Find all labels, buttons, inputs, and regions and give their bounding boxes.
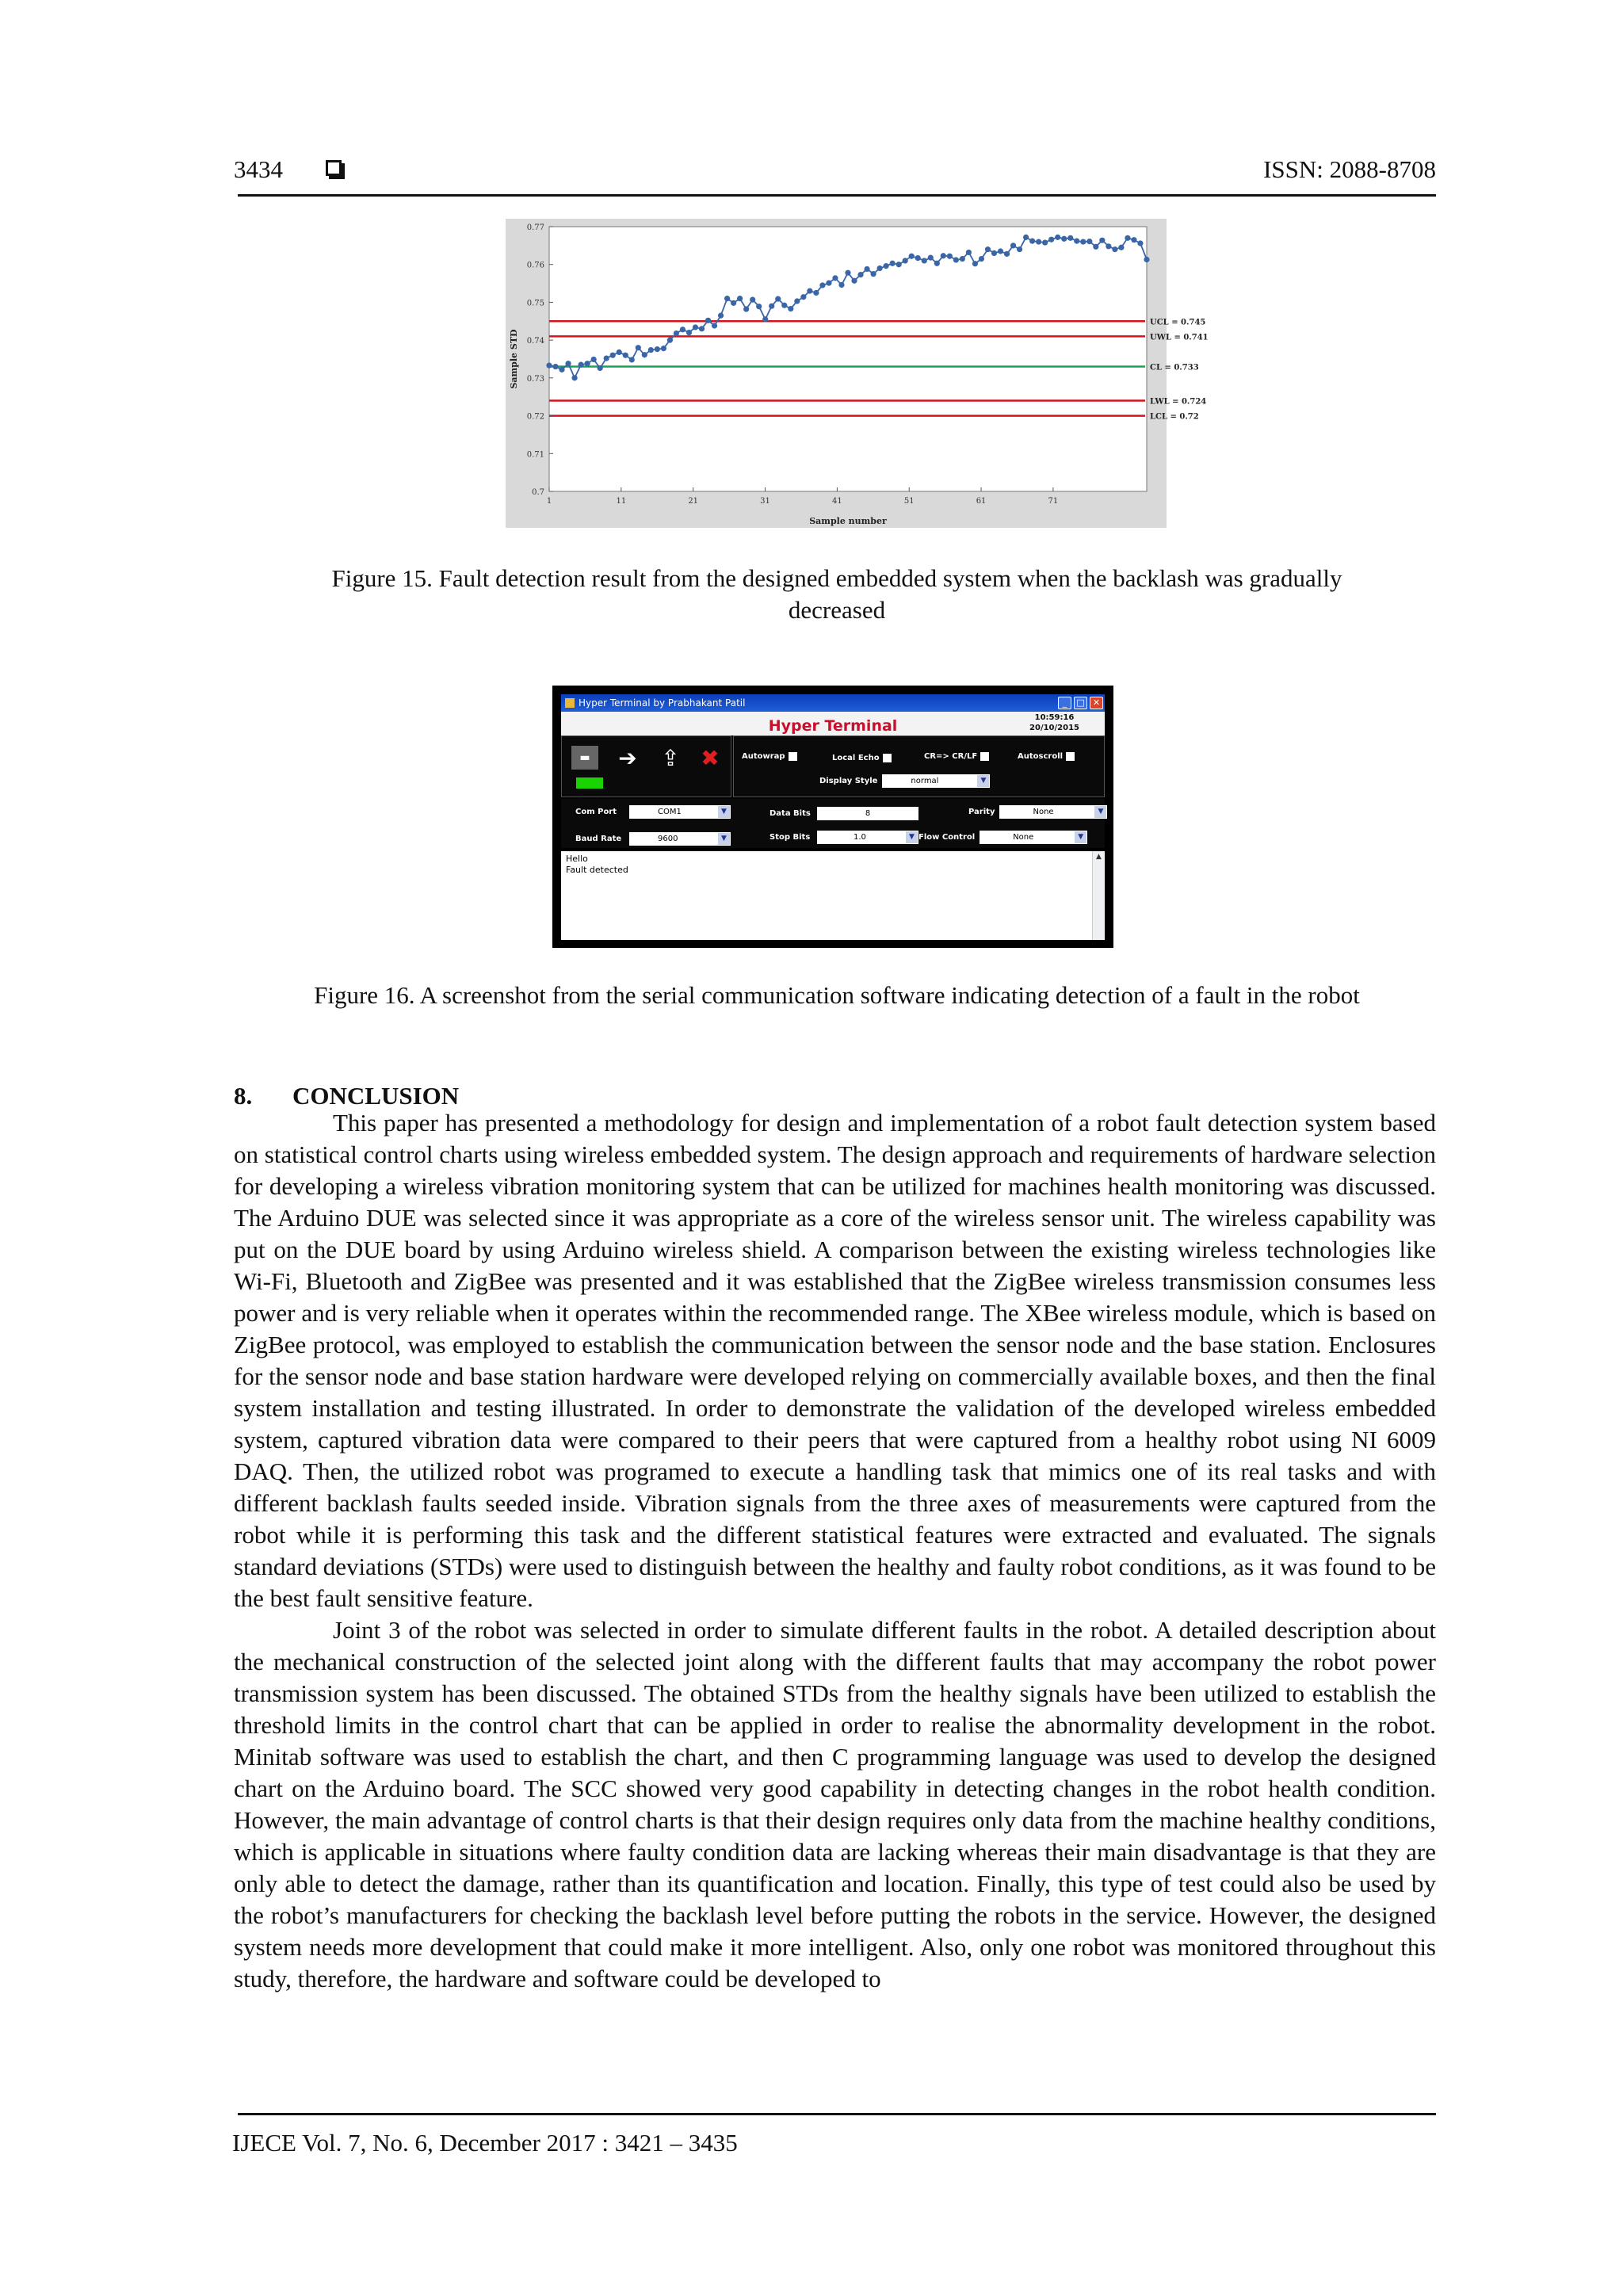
status-led xyxy=(576,777,603,789)
data-point xyxy=(934,261,940,266)
flow-control-label: Flow Control xyxy=(918,833,976,842)
data-point xyxy=(565,361,571,366)
data-point xyxy=(794,298,800,304)
control-limit-label: LCL = 0.72 xyxy=(1150,412,1199,422)
terminal-output[interactable] xyxy=(561,851,1105,940)
app-icon xyxy=(565,698,575,708)
page-footer: IJECE Vol. 7, No. 6, December 2017 : 3421 – 3435 xyxy=(232,2129,738,2157)
local-echo-checkbox[interactable] xyxy=(832,754,892,762)
chevron-down-icon: ▼ xyxy=(977,775,989,787)
parity-label: Parity xyxy=(968,808,995,816)
output-line: Hello xyxy=(566,854,588,864)
app-header xyxy=(561,712,1105,735)
display-style xyxy=(819,774,990,788)
data-point xyxy=(667,338,673,343)
data-point xyxy=(769,304,774,309)
box-icon xyxy=(326,160,342,176)
data-point xyxy=(1048,237,1054,243)
data-point xyxy=(991,250,997,256)
window-title: Hyper Terminal by Prabhakant Patil xyxy=(579,697,746,709)
x-tick-label: 61 xyxy=(976,497,987,506)
data-point xyxy=(661,346,666,351)
autowrap-checkbox[interactable] xyxy=(742,752,797,761)
control-limit-label: UCL = 0.745 xyxy=(1150,318,1206,327)
autoscroll-checkbox[interactable] xyxy=(1018,752,1075,761)
com-port-select[interactable] xyxy=(629,805,731,819)
x-tick-label: 21 xyxy=(688,497,699,506)
header-rule xyxy=(238,194,1436,197)
paragraph: Joint 3 of the robot was selected in order to simulate different faults in the robot. A detailed description about the mechanical construction of the selected joint along with the different faults that may accompany the robot power transmission system has been discussed. The obtained STDs from the healthy signals have been utilized to establish the threshold limits in the control chart that can be applied in order to realise the abnormality development in the robot. Minitab software was used to establish the chart, and then C programming language was used to develop the designed chart on the Arduino board. The SCC showed very good capability in detecting changes in the robot health condition. However, the main advantage of control charts is that their design requires only data from the machine healthy conditions, which is applicable in situations where faulty condition data are lacking whereas their main disadvantage is that they are only able to detect the damage, rather than its quantification and location. Finally, this type of test could also be used by the robot’s manufacturers for checking the backlash level before putting the robots in the service. However, the designed system needs more development that could make it more intelligent. Also, only one robot was monitored throughout this study, therefore, the hardware and software could be developed to xyxy=(234,1616,1436,1992)
minimize-icon[interactable]: _ xyxy=(1058,697,1071,709)
clock xyxy=(1029,712,1079,733)
com-port-value: COM1 xyxy=(658,808,682,816)
figure15-caption xyxy=(238,563,1436,626)
chevron-down-icon: ▼ xyxy=(1075,831,1086,843)
data-point xyxy=(1144,257,1149,262)
data-point xyxy=(807,288,812,294)
data-point xyxy=(947,254,953,259)
baud-rate-value: 9600 xyxy=(658,835,678,843)
data-point xyxy=(813,290,819,296)
com-port-label: Com Port xyxy=(575,808,617,816)
connect-arrow-icon[interactable]: ➔ xyxy=(618,744,637,771)
flow-control-select[interactable] xyxy=(980,831,1087,844)
y-tick-label: 0.71 xyxy=(526,450,544,460)
data-point xyxy=(585,361,590,366)
data-point xyxy=(1086,239,1092,244)
section-title: CONCLUSION xyxy=(292,1082,460,1110)
data-point xyxy=(559,367,564,372)
data-point xyxy=(1042,239,1048,245)
figure16-caption: Figure 16. A screenshot from the serial communication software indicating detection of a fault in the robot xyxy=(314,981,1360,1009)
x-tick-label: 51 xyxy=(903,497,915,506)
flow-control-row xyxy=(918,831,1087,844)
toolbar xyxy=(561,735,731,797)
clock-time: 10:59:16 xyxy=(1034,713,1075,722)
figure15-caption-line1: Figure 15. Fault detection result from the designed embedded system when the backlash was gradually xyxy=(331,564,1342,592)
data-point xyxy=(953,257,959,262)
data-point xyxy=(724,296,730,301)
baud-rate-label: Baud Rate xyxy=(575,835,622,843)
close-red-icon[interactable]: ✖ xyxy=(701,744,720,771)
page-number: 3434 xyxy=(234,155,283,183)
data-point xyxy=(838,282,844,288)
data-point xyxy=(826,280,831,285)
data-point xyxy=(1099,238,1105,243)
data-point xyxy=(571,375,577,380)
data-point xyxy=(1017,246,1022,252)
data-point xyxy=(610,353,616,358)
data-point xyxy=(979,256,984,262)
options-panel xyxy=(733,735,1105,797)
chevron-up-icon[interactable]: ▲ xyxy=(1096,853,1102,861)
data-point xyxy=(598,365,603,371)
data-point xyxy=(1010,243,1016,248)
data-point xyxy=(890,261,896,266)
close-icon[interactable]: ✕ xyxy=(1090,697,1103,709)
y-tick-label: 0.72 xyxy=(526,412,544,422)
data-point xyxy=(884,263,889,269)
flow-control-value: None xyxy=(1013,833,1034,842)
data-point xyxy=(1112,246,1117,252)
data-point xyxy=(731,300,736,306)
control-limit-label: UWL = 0.741 xyxy=(1150,333,1209,342)
data-point xyxy=(642,352,647,357)
data-point xyxy=(686,330,692,335)
data-point xyxy=(604,355,609,361)
data-point xyxy=(941,253,946,258)
control-limit-label: LWL = 0.724 xyxy=(1150,397,1207,407)
data-point xyxy=(737,296,743,301)
local-echo-label: Local Echo xyxy=(832,754,880,762)
data-point xyxy=(623,353,628,358)
data-point xyxy=(680,327,685,332)
y-tick-label: 0.73 xyxy=(526,374,544,384)
data-point xyxy=(1093,244,1098,250)
data-point xyxy=(788,306,793,311)
data-point xyxy=(832,275,838,281)
data-point xyxy=(819,282,825,288)
data-point xyxy=(1055,235,1060,240)
display-style-label: Display Style xyxy=(819,777,878,785)
cr-lf-checkbox[interactable] xyxy=(924,752,989,761)
y-axis-label: Sample STD xyxy=(509,329,519,389)
y-tick-label: 0.75 xyxy=(526,299,544,308)
plot-area xyxy=(549,227,1147,491)
control-limit-label: CL = 0.733 xyxy=(1150,363,1199,372)
autoscroll-label: Autoscroll xyxy=(1018,752,1064,761)
disconnect-icon[interactable]: ▬ xyxy=(571,746,598,770)
maximize-icon[interactable]: □ xyxy=(1074,697,1087,709)
display-style-value: normal xyxy=(911,777,939,785)
parity-value: None xyxy=(1033,808,1054,816)
window-titlebar xyxy=(561,694,1105,712)
x-tick-label: 11 xyxy=(616,497,627,506)
data-point xyxy=(648,347,654,353)
data-bits-label: Data Bits xyxy=(769,809,811,818)
com-port-row xyxy=(575,805,731,819)
data-point xyxy=(743,306,749,311)
app-title: Hyper Terminal xyxy=(768,717,898,735)
data-point xyxy=(1067,235,1073,241)
display-style-select[interactable] xyxy=(882,774,990,788)
data-bits-value: 8 xyxy=(865,809,871,818)
data-point xyxy=(998,248,1003,254)
data-point xyxy=(877,266,883,271)
y-tick-label: 0.7 xyxy=(532,488,544,497)
cr-lf-label: CR=> CR/LF xyxy=(924,752,978,761)
data-point xyxy=(579,362,584,368)
section-body xyxy=(234,1107,1436,1995)
data-point xyxy=(705,318,711,323)
data-point xyxy=(712,323,717,328)
data-point xyxy=(966,250,972,255)
data-point xyxy=(552,364,558,369)
serial-config-panel xyxy=(561,799,1105,848)
stop-bits-label: Stop Bits xyxy=(769,833,811,842)
data-point xyxy=(922,258,927,263)
data-point xyxy=(762,316,768,322)
data-point xyxy=(896,262,902,267)
chevron-down-icon: ▼ xyxy=(906,831,918,843)
data-point xyxy=(857,272,863,277)
output-line: Fault detected xyxy=(566,865,628,875)
data-point xyxy=(928,255,934,261)
data-point xyxy=(718,313,724,319)
data-point xyxy=(1029,239,1035,244)
data-point xyxy=(1061,236,1067,242)
data-point xyxy=(1125,235,1130,241)
chevron-down-icon: ▼ xyxy=(718,806,730,818)
data-point xyxy=(864,266,869,272)
data-bits-field[interactable] xyxy=(817,807,918,820)
figure15-caption-line2: decreased xyxy=(788,596,886,624)
data-point xyxy=(1023,235,1029,240)
data-point xyxy=(750,296,755,302)
data-point xyxy=(870,271,876,277)
paragraph: This paper has presented a methodology for design and implementation of a robot fault detection system based on statistical control charts using wireless embedded system. The design approach and requirements of hardware selection for developing a wireless vibration monitoring system that can be utilized for machines health monitoring was discussed. The Arduino DUE was selected since it was appropriate as a core of the wireless sensor unit. The wireless capability was put on the DUE board by using Arduino wireless shield. A comparison between the existing wireless technologies like Wi-Fi, Bluetooth and ZigBee was presented and it was established that the ZigBee wireless transmission consumes less power and is very reliable when it operates within the recommended range. The XBee wireless module, which is based on ZigBee protocol, was employed to establish the communication between the sensor node and the base station. Enclosures for the sensor node and base station hardware were developed relying on commercially available boxes, and then the final system installation and testing illustrated. In order to demonstrate the validation of the developed wireless embedded system, captured vibration data were compared to their peers that were captured from a healthy robot using NI 6009 DAQ. Then, the utilized robot was programed to execute a handling task that mimics one of its real tasks and with different backlash faults seeded inside. Vibration signals from the three axes of measurements were captured from the robot while it is performing this task and the different statistical features were extracted and evaluated. The signals standard deviations (STDs) were used to distinguish between the healthy and faulty robot conditions, as it was found to be the best fault sensitive feature. xyxy=(234,1109,1436,1612)
autowrap-label: Autowrap xyxy=(742,752,785,761)
data-point xyxy=(1036,239,1041,244)
data-point xyxy=(903,258,908,263)
data-point xyxy=(972,261,978,266)
hyper-terminal-screenshot xyxy=(552,686,1113,948)
parity-select[interactable] xyxy=(999,805,1107,819)
stop-bits-value: 1.0 xyxy=(854,833,866,842)
data-point xyxy=(775,296,781,302)
data-point xyxy=(636,345,641,350)
baud-rate-select[interactable] xyxy=(629,832,731,846)
data-point xyxy=(909,254,915,259)
data-point xyxy=(800,294,806,300)
clock-date: 20/10/2015 xyxy=(1029,724,1079,732)
data-point xyxy=(699,326,705,331)
data-point xyxy=(1106,243,1111,249)
parity-row xyxy=(968,805,1107,819)
data-bits-row xyxy=(769,807,918,820)
data-point xyxy=(1004,251,1010,257)
stop-bits-select[interactable] xyxy=(817,831,918,844)
data-point xyxy=(851,278,857,284)
data-point xyxy=(629,357,635,362)
data-point xyxy=(1074,239,1079,244)
issn: ISSN: 2088-8708 xyxy=(1263,155,1436,183)
y-tick-label: 0.76 xyxy=(526,261,544,270)
y-tick-label: 0.74 xyxy=(526,337,544,346)
data-point xyxy=(674,330,679,336)
x-tick-label: 1 xyxy=(546,497,552,506)
footer-rule xyxy=(238,2113,1436,2115)
y-tick-label: 0.77 xyxy=(526,223,544,232)
data-point xyxy=(655,346,660,352)
baud-rate-row xyxy=(575,832,731,846)
upload-icon[interactable]: ⇪ xyxy=(661,744,680,771)
x-tick-label: 41 xyxy=(832,497,842,506)
section-number: 8. xyxy=(234,1082,253,1110)
data-point xyxy=(1131,237,1136,243)
data-point xyxy=(546,363,552,369)
data-point xyxy=(845,270,850,276)
chevron-down-icon: ▼ xyxy=(1094,806,1106,818)
stop-bits-row xyxy=(769,831,918,844)
chevron-down-icon: ▼ xyxy=(718,833,730,845)
data-point xyxy=(1080,239,1086,244)
data-point xyxy=(1137,240,1143,246)
x-tick-label: 31 xyxy=(760,497,770,506)
data-point xyxy=(985,246,991,252)
data-point xyxy=(756,304,762,309)
x-axis-label: Sample number xyxy=(809,516,887,526)
data-point xyxy=(617,350,622,355)
data-point xyxy=(960,256,965,262)
x-tick-label: 71 xyxy=(1048,497,1059,506)
data-point xyxy=(1118,245,1124,250)
scrollbar[interactable] xyxy=(1092,851,1105,940)
data-point xyxy=(915,255,921,261)
control-chart xyxy=(506,219,1209,528)
data-point xyxy=(693,324,698,330)
data-point xyxy=(781,303,787,308)
data-point xyxy=(591,357,597,362)
